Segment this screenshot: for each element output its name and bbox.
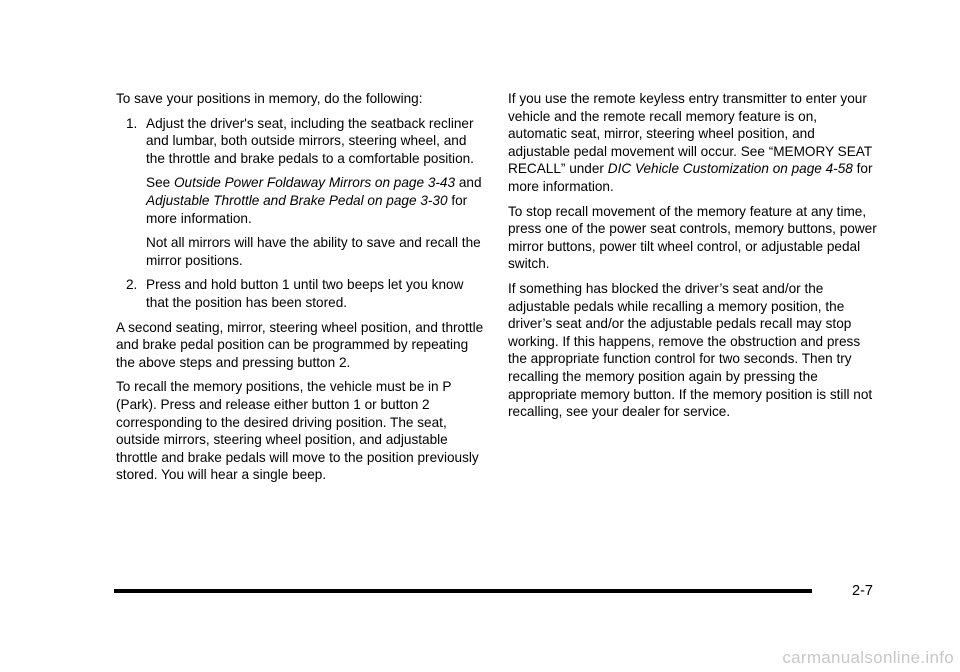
page-number: 2-7	[852, 583, 873, 599]
left-column	[116, 90, 486, 491]
watermark: carmanualsonline.info	[782, 648, 954, 667]
intro-paragraph: To save your positions in memory, do the following:	[116, 91, 423, 106]
stop-recall-paragraph: To stop recall movement of the memory feature at any time, press one of the power seat controls, memory buttons, power mirror buttons, power tilt wheel control, or adjustable pedal switch.	[508, 203, 877, 272]
see-prefix: See	[146, 175, 174, 191]
reference-link[interactable]: Outside Power Foldaway Mirrors on page 3-43	[173, 175, 456, 191]
second-position-paragraph: A second seating, mirror, steering wheel position, and throttle and brake pedal position can be programmed by repeating the above steps and pressing button 2.	[116, 319, 484, 370]
step-number: 1.	[126, 115, 138, 131]
step-number: 2.	[126, 277, 138, 293]
blocked-paragraph: If something has blocked the driver’s seat and/or the adjustable pedals while recalling a memory position, the driver’s seat and/or the adjustable pedals recall may stop working. If this happens, remove the obstruction and press the appropriate function control for two seconds. Then try recalling the memory position again by pressing the appropriate memory button. If the memory position is still not recalling, see your dealer for service.	[508, 280, 873, 420]
reference-link[interactable]: DIC Vehicle Customization on page 4-58	[607, 161, 853, 177]
see-reference	[146, 174, 486, 227]
remote-recall-text: If you use the remote keyless entry transmitter to enter your vehicle and the remote recall memory feature is on, automatic seat, mirror, steering wheel position, and adjustable pedal movement will occur. See “MEMORY SEAT RECALL” under	[508, 91, 872, 177]
steps-list	[116, 115, 486, 312]
step-note: Not all mirrors will have the ability to save and recall the mirror positions.	[146, 235, 481, 268]
footer-rule	[114, 589, 812, 593]
list-item	[116, 115, 486, 270]
step-text: Press and hold button 1 until two beeps let you know that the position has been stored.	[146, 277, 464, 310]
step-text: Adjust the driver's seat, including the seatback recliner and lumbar, both outside mirrors, steering wheel, and the throttle and brake pedals to a comfortable position.	[146, 115, 474, 166]
reference-link[interactable]: Adjustable Throttle and Brake Pedal on page 3-30	[146, 192, 448, 208]
recall-paragraph: To recall the memory positions, the vehicle must be in P (Park). Press and release either button 1 or button 2 corresponding to the desired driving position. The seat, outside mirrors, steering wheel position, and adjustable throttle and brake pedals will move to the position previously stored. You will hear a single beep.	[116, 379, 479, 483]
list-item	[116, 276, 486, 311]
and-text: and	[455, 175, 482, 191]
remote-recall-paragraph	[508, 90, 878, 196]
right-column	[508, 90, 878, 428]
remote-recall-suffix: for more information.	[508, 161, 873, 194]
see-suffix: for more information.	[146, 192, 468, 226]
